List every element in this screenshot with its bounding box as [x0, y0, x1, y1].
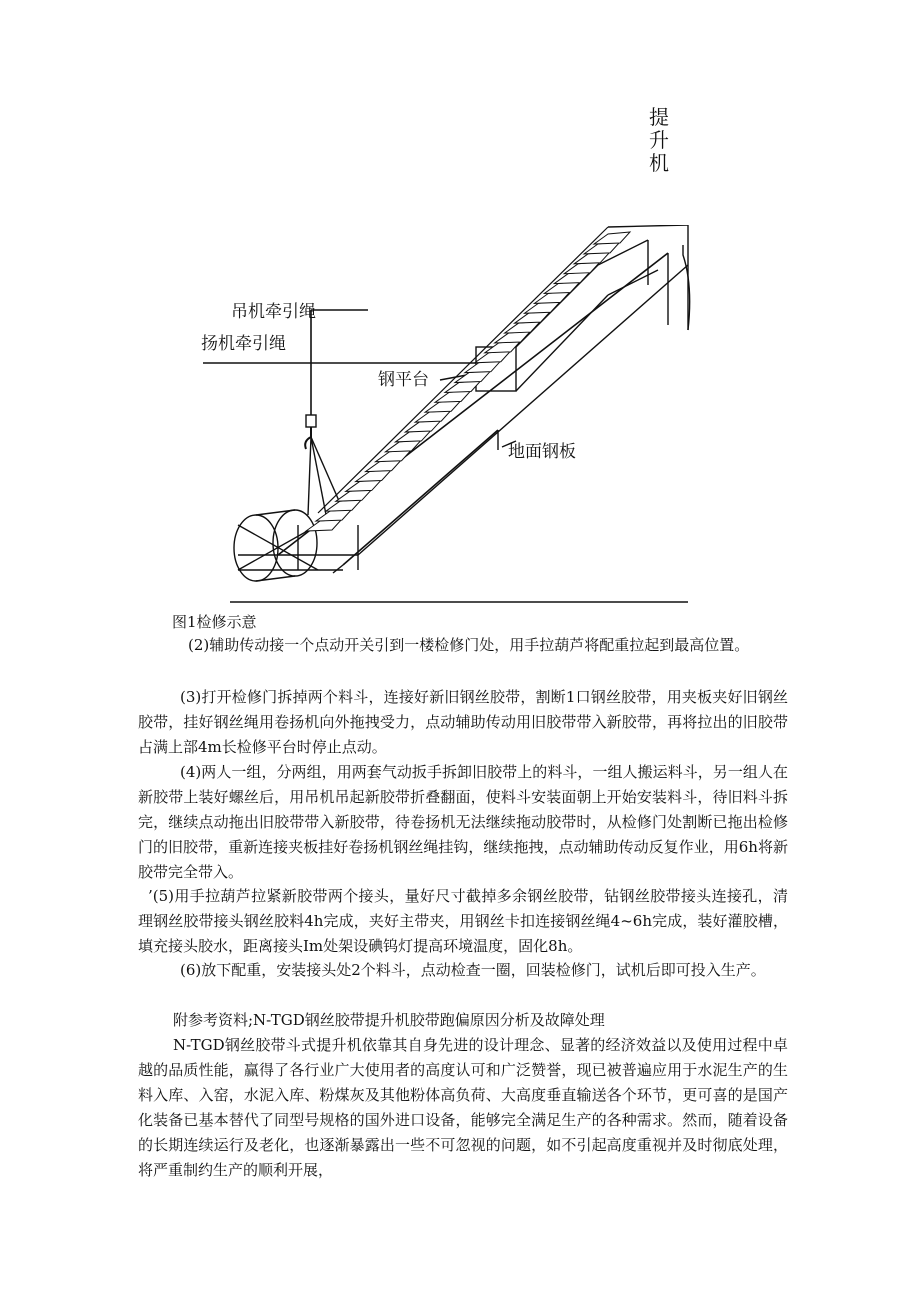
paragraph-intro: N-TGD钢丝胶带斗式提升机依靠其自身先进的设计理念、显著的经济效益以及使用过程中卓越的品质性能，赢得了各行业广大使用者的高度认可和广泛赞誉，现已被普遍应用于水泥生产的生料入库、入窑，水泥入库、粉煤灰及其他粉体高负荷、大高度垂直输送各个环节，更可喜的是国产化装备已基本替代了同型号规格的国外进口设备，能够完全满足生产的各种需求。然而，随着设备的长期连续运行及老化，也逐渐暴露出一些不可忽视的问题，如不引起高度重视并及时彻底处理，将严重制约生产的顺利开展， [138, 1036, 788, 1179]
title-char: 提 [649, 105, 669, 129]
crane-hook-block [306, 415, 316, 427]
title-char: 机 [649, 151, 669, 175]
ground-steel-plate [343, 430, 498, 565]
label-steel-platform: 钢平台 [378, 370, 429, 390]
label-ground-plate: 地面钢板 [508, 442, 576, 462]
belt-rail-upper [318, 227, 608, 513]
paragraph-step-3: (3)打开检修门拆掉两个料斗，连接好新旧钢丝胶带，割断1口钢丝胶带，用夹板夹好旧钢丝胶带，挂好钢丝绳用卷扬机向外拖拽受力，点动辅助传动用旧胶带带入新胶带，再将拉出的旧胶带占满上部4m长检修平台时停止点动。 [138, 688, 788, 756]
maintenance-diagram [168, 225, 728, 610]
appendix-heading: 附参考资料;N-TGD钢丝胶带提升机胶带跑偏原因分析及故障处理 [173, 1011, 605, 1029]
paragraph-step-6: (6)放下配重，安装接头处2个料斗，点动检查一圈，回装检修门，试机后即可投入生产。 [180, 961, 766, 979]
winch-drum-left [234, 515, 278, 581]
title-char: 升 [649, 128, 669, 152]
paragraph-step-5: ’(5)用手拉葫芦拉紧新胶带两个接头，量好尺寸截掉多余钢丝胶带，钻钢丝胶带接头连接孔，清理钢丝胶带接头钢丝胶料4h完成，夹好主带夹，用钢丝卡扣连接钢丝绳4~6h完成，装好灌胶槽，填充接头胶水，距离接头Im处架设碘钨灯提高环境温度，固化8h。 [138, 887, 788, 955]
label-crane-rope: 吊机牵引绳 [231, 302, 316, 322]
label-winch-rope: 扬机牵引绳 [201, 334, 286, 354]
vertical-title [646, 106, 672, 175]
figure-caption: 图1检修示意 [172, 613, 257, 631]
bucket-icon [594, 232, 630, 244]
paragraph-step-2: (2)辅助传动接一个点动开关引到一楼检修门处，用手拉葫芦将配重拉起到最高位置。 [188, 636, 750, 654]
paragraph-step-4: (4)两人一组，分两组，用两套气动扳手拆卸旧胶带上的料斗，一组人搬运料斗，另一组人在新胶带上装好螺丝后，用吊机吊起新胶带折叠翻面，使料斗安装面朝上开始安装料斗，待旧料斗拆完，继续点动拖出旧胶带带入新胶带，待卷扬机无法继续拖动胶带时，从检修门处割断已拖出检修门的旧胶带，重新连接夹板挂好卷扬机钢丝绳挂钩，继续拖拽，点动辅助传动反复作业，用6h将新胶带完全带入。 [138, 763, 788, 881]
support-rail-2 [358, 265, 688, 555]
